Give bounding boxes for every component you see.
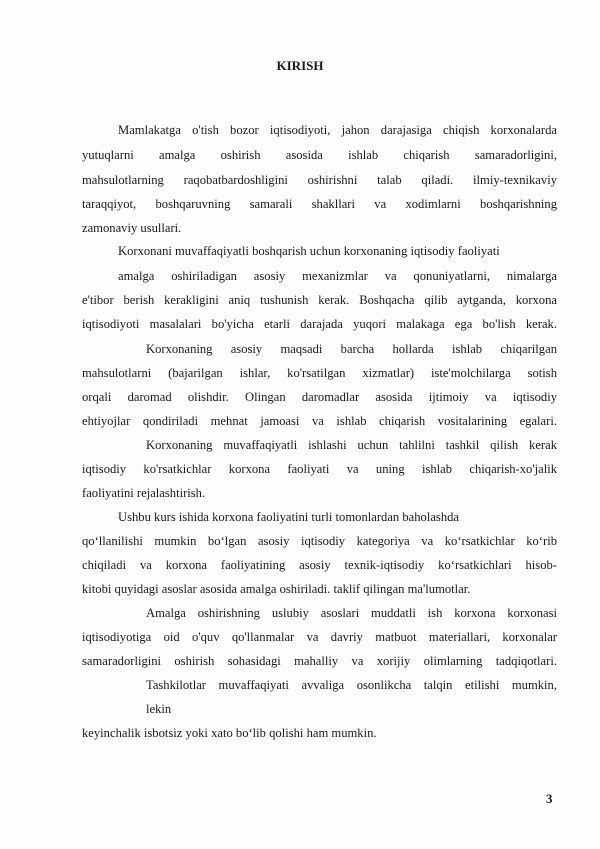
text-line: ehtiyojlar qondiriladi mehnat jamoasi va ishlab chiqarish vositalarining egalari. (82, 414, 557, 428)
page-title: KIRISH (276, 58, 324, 73)
text-line: zamonaviy usullari. (82, 221, 182, 235)
text-line: iqtisodiyoti masalalari bo'yicha etarli darajada yuqori malakaga ega bo'lish kerak. (82, 317, 557, 331)
text-line: Korxonani muvaffaqiyatli boshqarish uchun korxonaning iqtisodiy faoliyati (118, 244, 500, 258)
text-line: Ushbu kurs ishida korxona faoliyatini turli tomonlardan baholashda (118, 510, 460, 524)
page-number: 3 (546, 791, 553, 806)
text-line: Mamlakatga o'tish bozor iqtisodiyoti, jahon darajasiga chiqish korxonalarda (118, 123, 557, 137)
text-line: chiqiladi va korxona faoliyatining asosiy texnik-iqtisodiy ko‘rsatkichlari hisob- (82, 558, 557, 572)
text-line: Korxonaning muvaffaqiyatli ishlashi uchun tahlilni tashkil qilish kerak (146, 438, 557, 452)
text-line: orqali daromad olishdir. Olingan daromadlar asosida ijtimoiy va iqtisodiy (82, 390, 557, 404)
text-line: kitobi quyidagi asoslar asosida amalga oshiriladi. taklif qilingan ma'lumotlar. (82, 582, 471, 596)
text-line: iqtisodiy ko'rsatkichlar korxona faoliyati va uning ishlab chiqarish-xo'jalik (82, 462, 557, 476)
text-line: yutuqlarni amalga oshirish asosida ishlab chiqarish samaradorligini, (82, 148, 557, 162)
text-line: taraqqiyot, boshqaruvning samarali shakllari va xodimlarni boshqarishning (82, 197, 557, 211)
text-line: samaradorligini oshirish sohasidagi mahalliy va xorijiy olimlarning tadqiqotlari. (82, 654, 557, 668)
text-line: iqtisodiyotiga oid o'quv qo'llanmalar va davriy matbuot materiallari, korxonalar (82, 630, 557, 644)
text-line: qo‘llanilishi mumkin bo‘lgan asosiy iqtisodiy kategoriya va ko‘rsatkichlar ko‘rib (82, 534, 557, 548)
text-line: e'tibor berish kerakligini aniq tushunish kerak. Boshqacha qilib aytganda, korxona (82, 293, 557, 307)
text-line: Korxonaning asosiy maqsadi barcha hollarda ishlab chiqarilgan (146, 342, 557, 356)
text-line: lekin (146, 702, 172, 716)
text-line: keyinchalik isbotsiz yoki xato bo‘lib qolishi ham mumkin. (82, 726, 377, 740)
text-line: Tashkilotlar muvaffaqiyati avvaliga osonlikcha talqin etilishi mumkin, (146, 678, 557, 692)
text-line: mahsulotlarni (bajarilgan ishlar, ko'rsatilgan xizmatlar) iste'molchilarga sotish (82, 366, 557, 380)
text-line: faoliyatini rejalashtirish. (82, 486, 206, 500)
text-line: mahsulotlarning raqobatbardoshligini oshirishni talab qiladi. ilmiy-texnikaviy (82, 173, 557, 187)
text-line: Amalga oshirishning uslubiy asoslari muddatli ish korxona korxonasi (146, 606, 557, 620)
text-line: amalga oshiriladigan asosiy mexanizmlar va qonuniyatlarni, nimalarga (118, 269, 557, 283)
